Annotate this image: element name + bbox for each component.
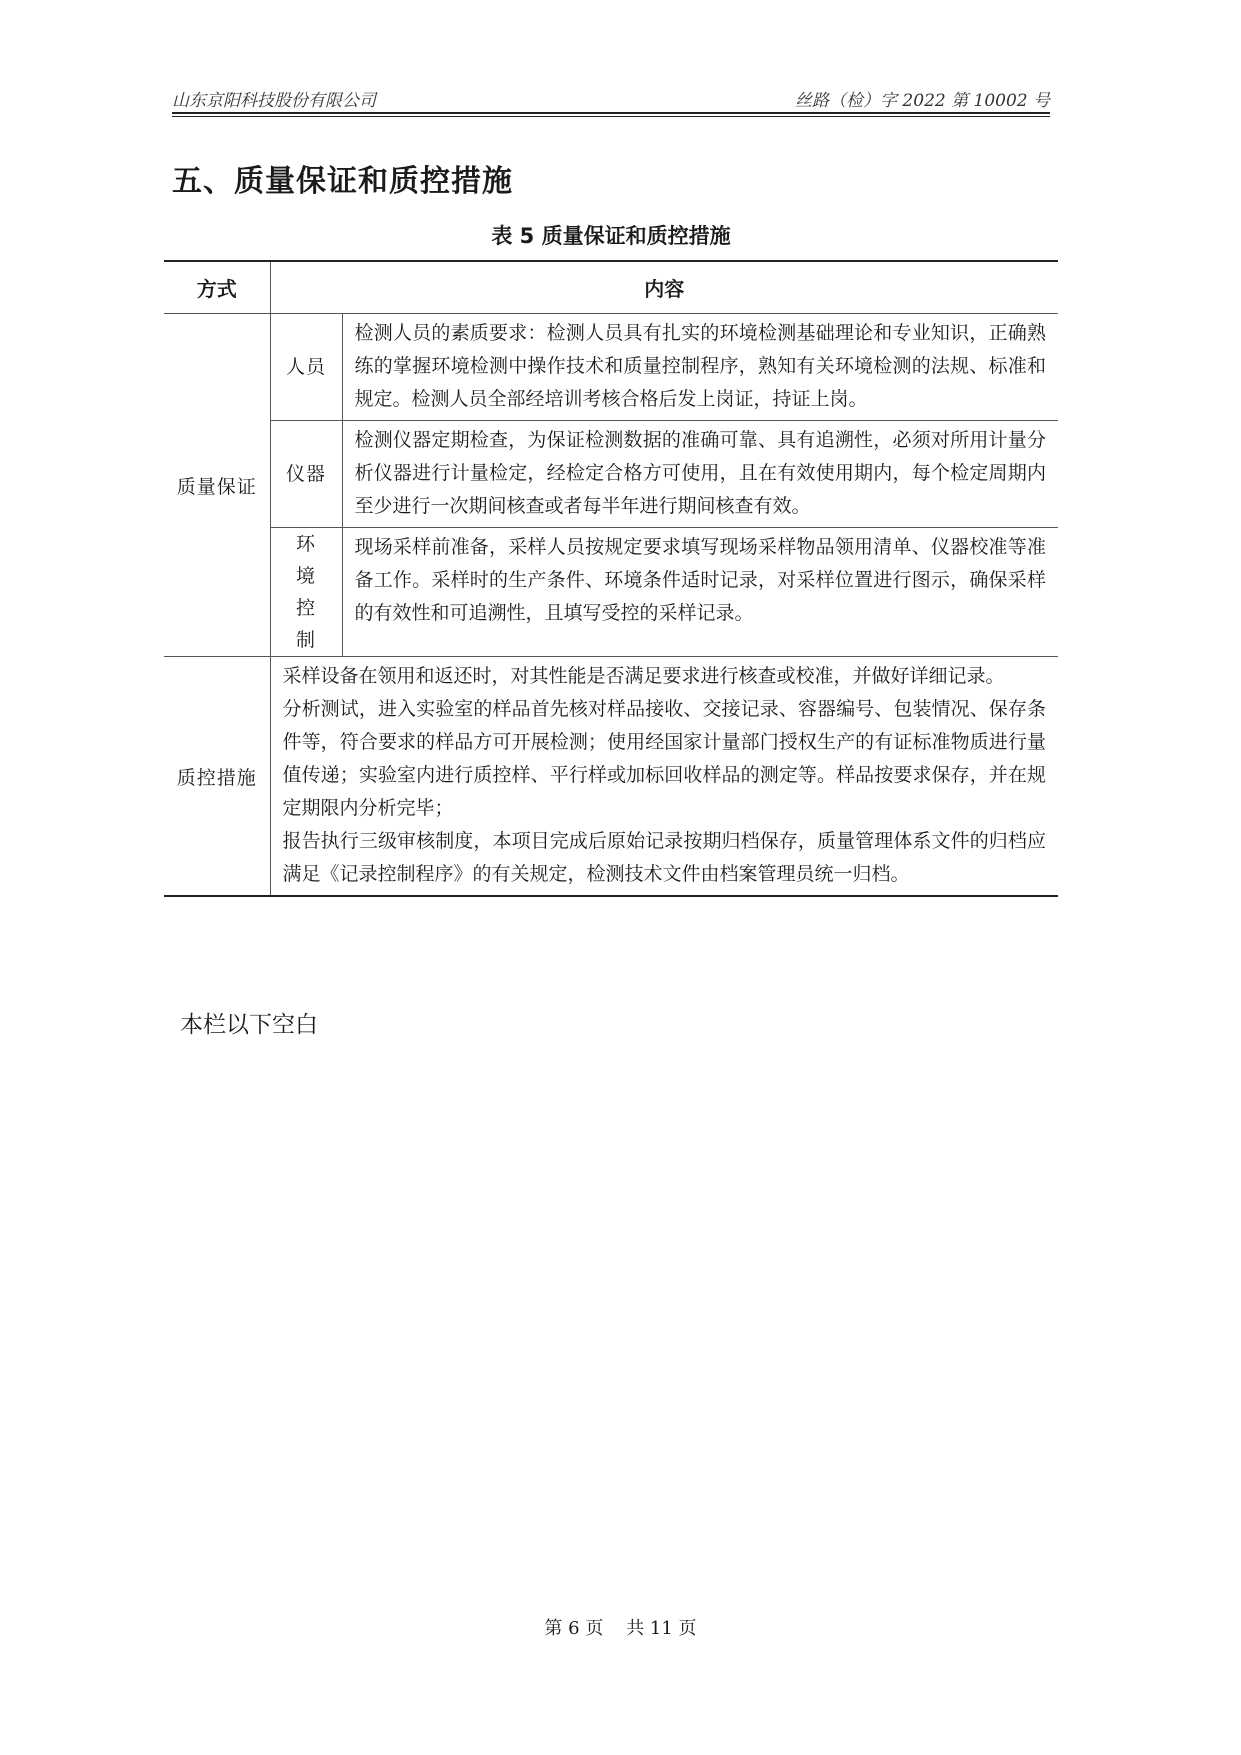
page-number: 第 6 页 共 11 页 [544,1618,697,1639]
category-quality-control: 质控措施 [164,657,270,897]
table-row [164,314,1058,421]
section-title: 五、质量保证和质控措施 [172,164,513,199]
table-caption: 表 5 质量保证和质控措施 [491,224,731,248]
table-row [164,421,1058,528]
header-method: 方式 [164,261,270,314]
subcategory-personnel: 人员 [270,314,342,421]
blank-below-note: 本栏以下空白 [180,1012,318,1038]
subcategory-environment-control [270,528,342,657]
header-rule-thin [172,116,1050,117]
quality-table [164,260,1058,897]
header-report-number: 丝路（检）字 2022 第 10002 号 [795,91,1050,111]
table-row [164,528,1058,657]
content-instruments: 检测仪器定期检查，为保证检测数据的准确可靠、具有追溯性，必须对所用计量分析仪器进行计量检定，经检定合格方可使用，且在有效使用期内，每个检定周期内至少进行一次期间核查或者每半年进行期间核查有效。 [342,421,1058,528]
header-content: 内容 [270,261,1058,314]
subcategory-instruments: 仪器 [270,421,342,528]
page-header [172,86,1050,111]
header-company: 山东京阳科技股份有限公司 [172,91,376,111]
header-rule [172,112,1050,114]
content-personnel: 检测人员的素质要求：检测人员具有扎实的环境检测基础理论和专业知识，正确熟练的掌握环境检测中操作技术和质量控制程序，熟知有关环境检测的法规、标准和规定。检测人员全部经培训考核合格后发上岗证，持证上岗。 [342,314,1058,421]
content-environment-control: 现场采样前准备，采样人员按规定要求填写现场采样物品领用清单、仪器校准等准备工作。采样时的生产条件、环境条件适时记录，对采样位置进行图示，确保采样的有效性和可追溯性，且填写受控的采样记录。 [342,528,1058,657]
category-quality-assurance: 质量保证 [164,314,270,657]
content-quality-control [270,657,1058,897]
qc-paragraph-analysis: 分析测试，进入实验室的样品首先核对样品接收、交接记录、容器编号、包装情况、保存条件等，符合要求的样品方可开展检测；使用经国家计量部门授权生产的有证标准物质进行量值传递；实验室内进行质控样、平行样或加标回收样品的测定等。样品按要求保存，并在规定期限内分析完毕； [282,698,1046,819]
qc-paragraph-sampling: 采样设备在领用和返还时，对其性能是否满足要求进行核查或校准，并做好详细记录。 [282,665,1005,687]
table-row [164,657,1058,897]
qc-paragraph-report: 报告执行三级审核制度，本项目完成后原始记录按期归档保存，质量管理体系文件的归档应满足《记录控制程序》的有关规定，检测技术文件由档案管理员统一归档。 [282,830,1046,885]
subcategory-environment-control-label: 环境控制 [295,533,316,651]
table-header-row [164,261,1058,314]
